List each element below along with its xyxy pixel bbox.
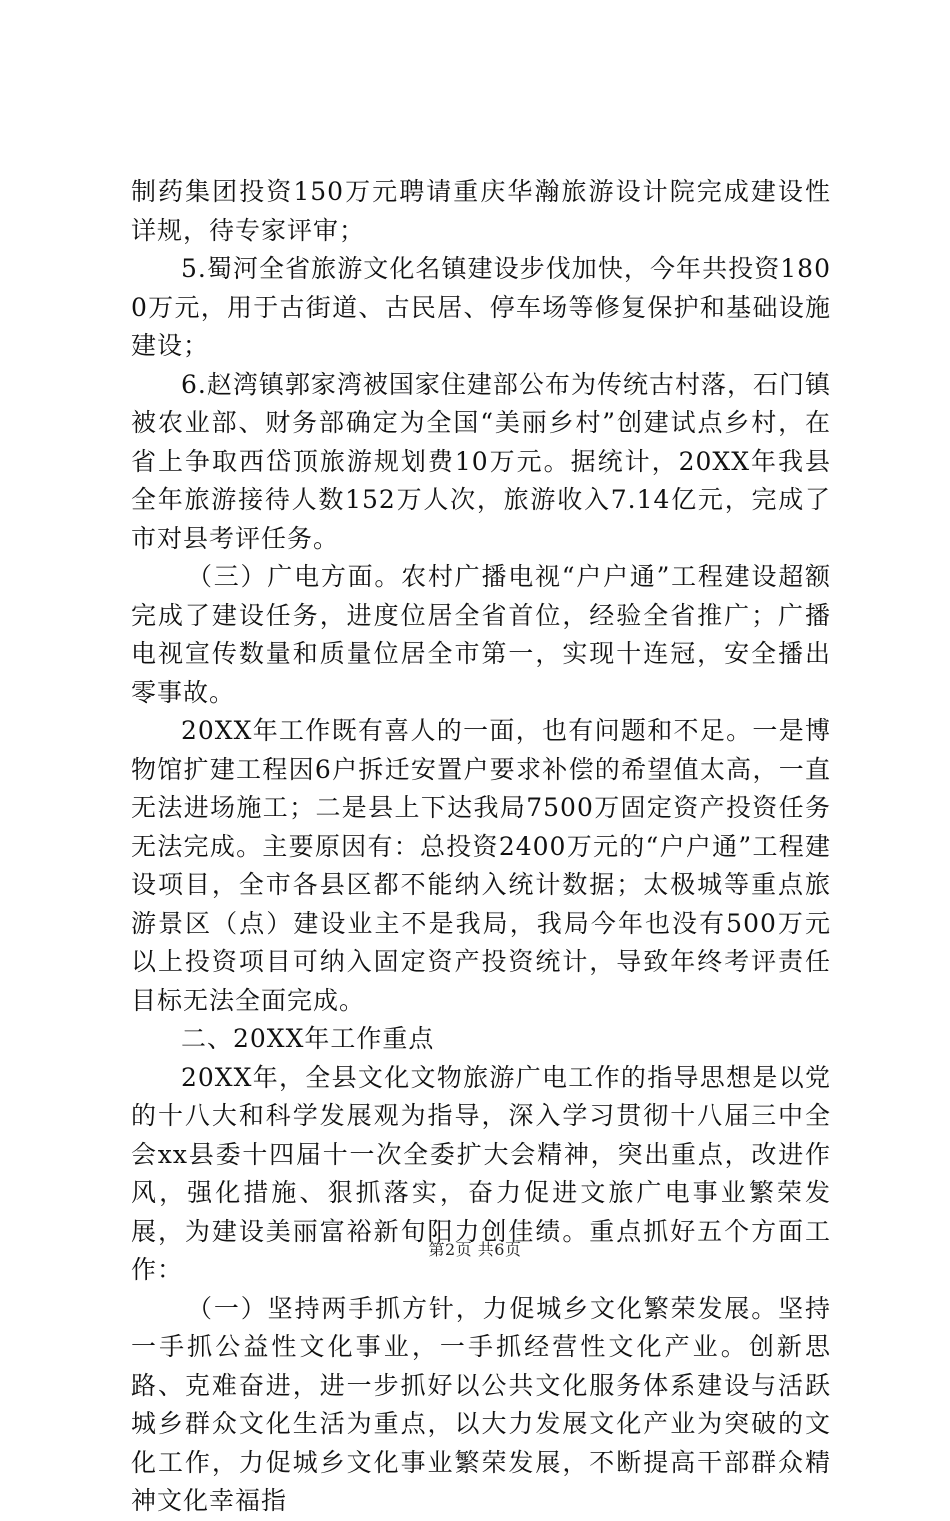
page-footer: 第2页 共6页 [428,1240,522,1259]
paragraph-problems: 20XX年工作既有喜人的一面，也有问题和不足。一是博物馆扩建工程因6户拆迁安置户要求补偿的希望值太高，一直无法进场施工；二是县上下达我局7500万固定资产投资任务无法完成。主要原因有：总投资2400万元的“户户通”工程建设项目，全市各县区都不能纳入统计数据；太极城等重点旅游景区（点）建设业主不是我局，我局今年也没有500万元以上投资项目可纳入固定资产投资统计，导致年终考评责任目标无法全面完成。 [131,716,831,1015]
paragraph-focus-one: （一）坚持两手抓方针，力促城乡文化繁荣发展。坚持一手抓公益性文化事业，一手抓经营性文化产业。创新思路、克难奋进，进一步抓好以公共文化服务体系建设与活跃城乡群众文化生活为重点，以大力发展文化产业为突破的文化工作，力促城乡文化事业繁荣发展，不断提高干部群众精神文化幸福指 [131,1293,831,1515]
paragraph-broadcasting: （三）广电方面。农村广播电视“户户通”工程建设超额完成了建设任务，进度位居全省首位，经验全省推广；广播电视宣传数量和质量位居全市第一，实现十连冠，安全播出零事故。 [131,562,831,707]
paragraph-continuation: 制药集团投资150万元聘请重庆华瀚旅游设计院完成建设性详规，待专家评审； [131,177,831,245]
paragraph-item-5: 5.蜀河全省旅游文化名镇建设步伐加快，今年共投资1800万元，用于古街道、古民居、停车场等修复保护和基础设施建设； [131,254,831,360]
paragraph-guiding-thought: 20XX年，全县文化文物旅游广电工作的指导思想是以党的十八大和科学发展观为指导，深入学习贯彻十八届三中全会xx县委十四届十一次全委扩大会精神，突出重点，改进作风，强化措施、狠抓落实，奋力促进文旅广电事业繁荣发展，为建设美丽富裕新旬阳力创佳绩。重点抓好五个方面工作： [131,1062,831,1284]
section-heading-work-focus: 二、20XX年工作重点 [181,1024,435,1053]
document-body [131,173,831,1521]
paragraph-item-6: 6.赵湾镇郭家湾被国家住建部公布为传统古村落，石门镇被农业部、财务部确定为全国“美丽乡村”创建试点乡村，在省上争取西岱顶旅游规划费10万元。据统计，20XX年我县全年旅游接待人数152万人次，旅游收入7.14亿元，完成了市对县考评任务。 [131,369,831,553]
